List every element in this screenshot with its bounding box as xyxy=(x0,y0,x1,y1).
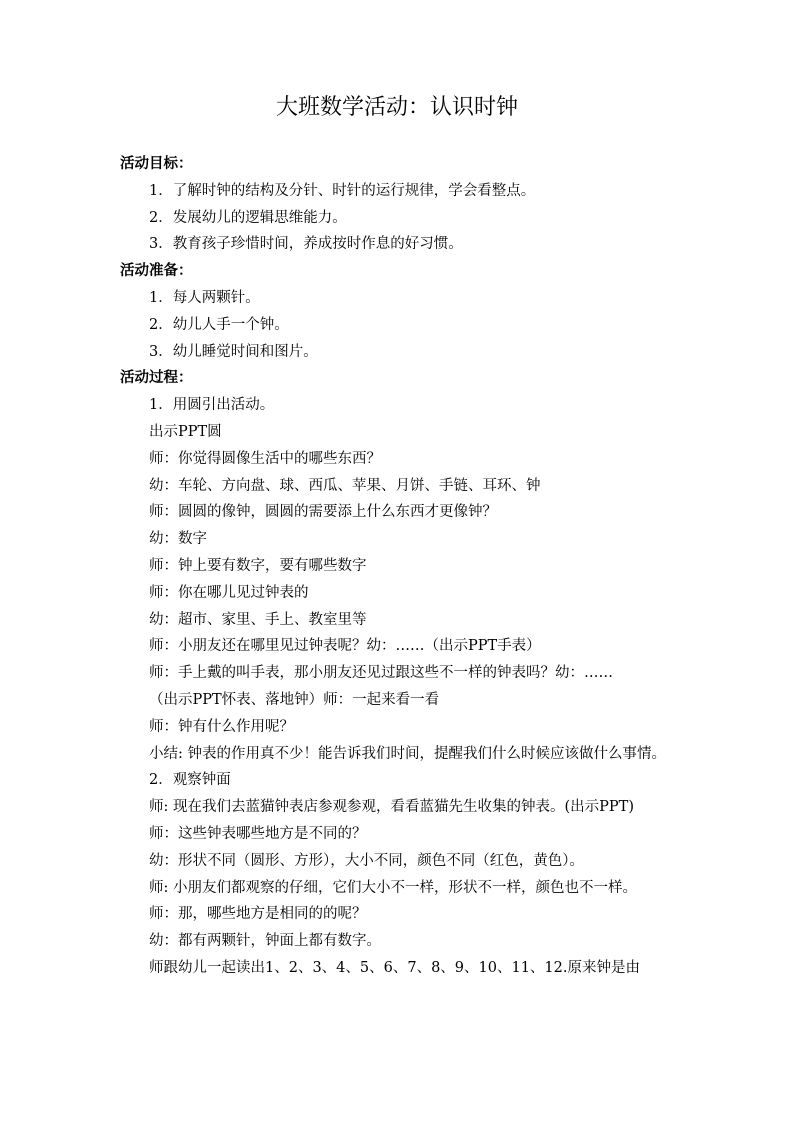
process-line: 师: 小朋友们都观察的仔细，它们大小不一样，形状不一样，颜色也不一样。 xyxy=(149,879,637,896)
process-line: 师：这些钟表哪些地方是不同的？ xyxy=(149,825,367,842)
process-line: 2．观察钟面 xyxy=(149,772,231,789)
preparation-item: 2．幼儿人手一个钟。 xyxy=(149,316,289,333)
section-heading-preparation: 活动准备： xyxy=(120,262,193,280)
goal-item: 1．了解时钟的结构及分针、时针的运行规律，学会看整点。 xyxy=(149,182,536,199)
process-line: 师跟幼儿一起读出1、2、3、4、5、6、7、8、9、10、11、12.原来钟是由 xyxy=(149,959,640,976)
process-line: 师：小朋友还在哪里见过钟表呢？幼：……（出示PPT手表） xyxy=(149,638,541,655)
preparation-item: 1．每人两颗针。 xyxy=(149,289,260,306)
process-line: 出示PPT圆 xyxy=(149,423,222,440)
process-line: 师：圆圆的像钟，圆圆的需要添上什么东西才更像钟？ xyxy=(149,504,497,521)
process-line: 幼：超市、家里、手上、教室里等 xyxy=(149,611,367,628)
process-line: 师：钟上要有数字，要有哪些数字 xyxy=(149,557,367,574)
process-line: 师：你觉得圆像生活中的哪些东西？ xyxy=(149,450,381,467)
goal-item: 3．教育孩子珍惜时间，养成按时作息的好习惯。 xyxy=(149,236,463,253)
document-title: 大班数学活动：认识时钟 xyxy=(275,95,518,120)
process-line: 幼：都有两颗针，钟面上都有数字。 xyxy=(149,933,381,950)
section-heading-goals: 活动目标： xyxy=(120,155,193,172)
process-line: 幼：数字 xyxy=(149,531,207,548)
process-summary: 小结: 钟表的作用真不少！能告诉我们时间，提醒我们什么时候应该做什么事情。 xyxy=(149,745,666,762)
process-line: 师：你在哪儿见过钟表的 xyxy=(149,584,309,601)
section-heading-process: 活动过程： xyxy=(120,369,193,387)
process-line: 幼：车轮、方向盘、球、西瓜、苹果、月饼、手链、耳环、钟 xyxy=(149,477,541,494)
process-line: 1．用圆引出活动。 xyxy=(149,397,275,414)
process-line: （出示PPT怀表、落地钟）师：一起来看一看 xyxy=(149,691,440,708)
process-line: 师：手上戴的叫手表，那小朋友还见过跟这些不一样的钟表吗？幼：…… xyxy=(149,665,613,682)
process-line: 师：钟有什么作用呢？ xyxy=(149,718,294,735)
document-body xyxy=(120,151,676,982)
process-line: 幼：形状不同（圆形、方形），大小不同，颜色不同（红色，黄色）。 xyxy=(149,852,584,869)
process-line: 师：那，哪些地方是相同的的呢？ xyxy=(149,906,367,923)
goal-item: 2．发展幼儿的逻辑思维能力。 xyxy=(149,209,347,226)
preparation-item: 3．幼儿睡觉时间和图片。 xyxy=(149,343,318,360)
process-line: 师: 现在我们去蓝猫钟表店参观参观，看看蓝猫先生收集的钟表。(出示PPT) xyxy=(149,799,634,816)
